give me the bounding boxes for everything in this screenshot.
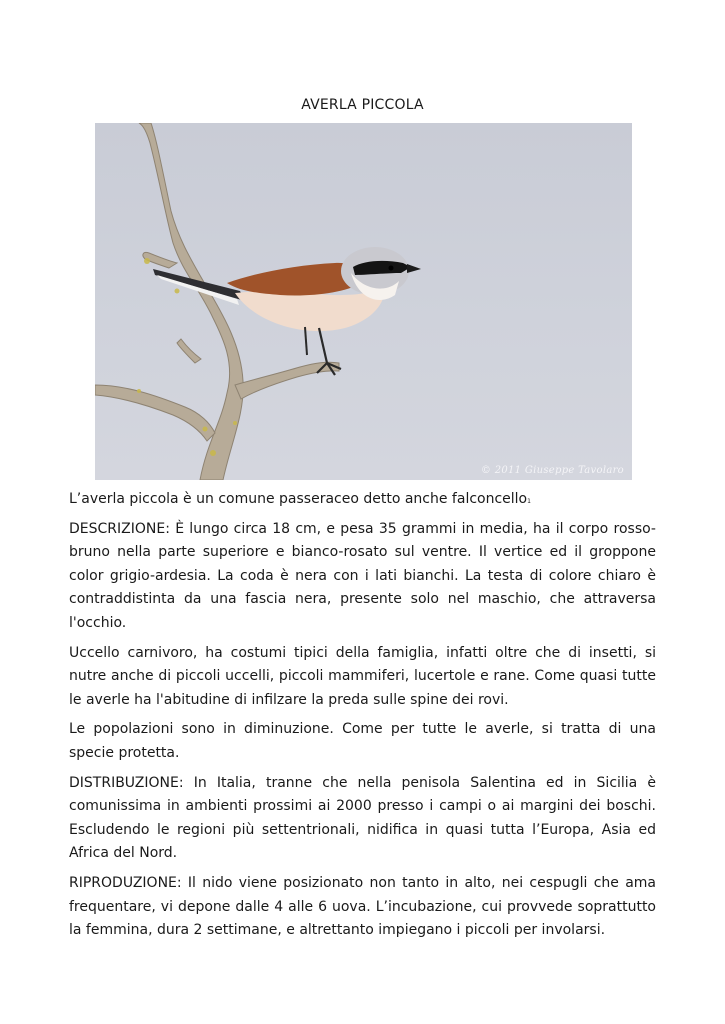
copyright-watermark: © 2011 Giuseppe Tavolaro xyxy=(480,465,624,476)
document-body xyxy=(69,488,656,949)
paragraph-alimentazione: Uccello carnivoro, ha costumi tipici della famiglia, infatti oltre che di insetti, si nutre anche di piccoli uccelli, piccoli mammiferi, lucertole e rane. Come quasi tutte le averle ha l'abitudine di infilzare la preda sulle spine dei rovi. xyxy=(69,644,656,708)
page-title: AVERLA PICCOLA xyxy=(301,97,424,113)
paragraph-riproduzione: RIPRODUZIONE: Il nido viene posizionato non tanto in alto, nei cespugli che ama frequentare, vi depone dalle 4 alle 6 uova. L’incubazione, cui provvede soprattutto la femmina, dura 2 settimane, e altrettanto impiegano i piccoli per involarsi. xyxy=(69,874,656,939)
paragraph-distribuzione: DISTRIBUZIONE: In Italia, tranne che nella penisola Salentina ed in Sicilia è comunissima in ambienti prossimi ai 2000 presso i campi o ai margini dei boschi. Escludendo le regioni più settentrionali, nidifica in quasi tutta l’Europa, Asia ed Africa del Nord. xyxy=(69,774,656,862)
shrike-on-branch-illustration xyxy=(95,123,632,480)
intro-paragraph xyxy=(69,488,656,514)
paragraph-descrizione: DESCRIZIONE: È lungo circa 18 cm, e pesa 35 grammi in media, ha il corpo rosso-bruno nella parte superiore e bianco-rosato sul ventre. Il vertice ed il groppone color grigio-ardesia. La coda è nera con i lati bianchi. La testa di colore chiaro è contraddistinta da una fascia nera, presente solo nel maschio, che attraversa l'occhio. xyxy=(69,520,656,631)
bird-photo xyxy=(95,123,632,480)
intro-text: L’averla piccola è un comune passeraceo detto anche falconcello xyxy=(69,491,528,507)
paragraph-conservazione: Le popolazioni sono in diminuzione. Come per tutte le averle, si tratta di una specie protetta. xyxy=(69,721,656,761)
footnote-marker: 1 xyxy=(527,498,531,505)
